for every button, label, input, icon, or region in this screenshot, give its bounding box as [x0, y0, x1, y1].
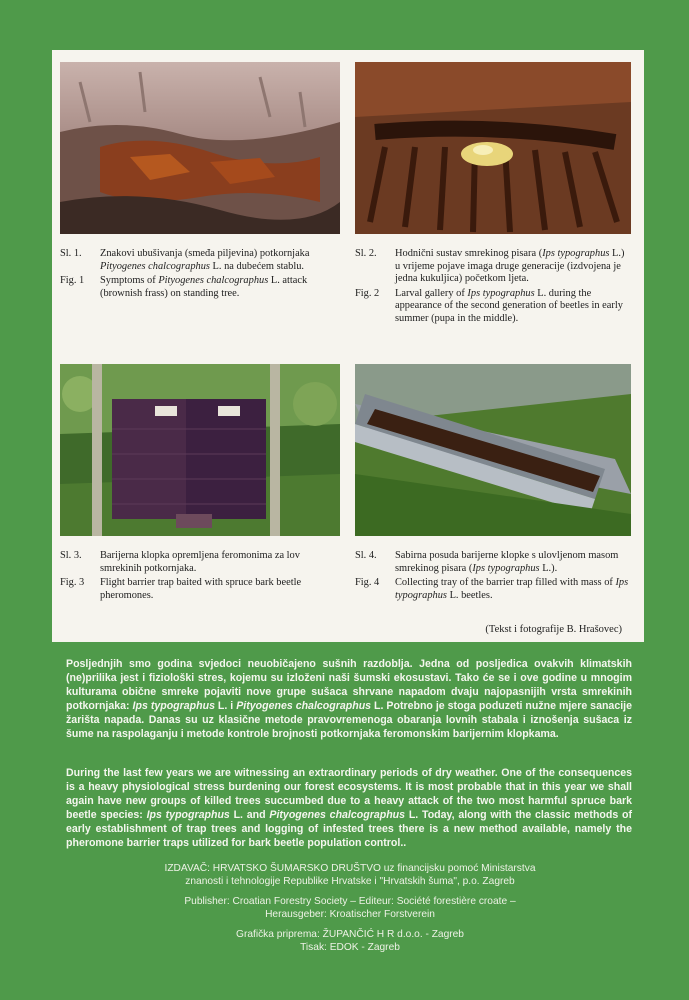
caption-label-en: Fig. 4	[355, 577, 380, 589]
caption-text-hr: Sabirna posuda barijerne klopke s ulovljenom masom smrekinog pisara (Ips typographus L.).	[395, 550, 619, 574]
caption-label-hr: Sl. 3.	[60, 550, 82, 561]
caption-label-en: Fig. 3	[60, 577, 85, 589]
caption-label-hr: Sl. 4.	[355, 550, 377, 561]
photo-collecting-tray	[355, 364, 631, 536]
publisher-hr-line-1: IZDAVAČ: HRVATSKO ŠUMARSKO DRUŠTVO uz financijsku pomoć Ministarstva	[164, 863, 536, 874]
publisher-info-multilingual	[60, 895, 640, 921]
caption-figure-4	[355, 550, 631, 604]
caption-text-en: Larval gallery of Ips typographus L. during the appearance of the second generation of beetles in early summer (pupa in the middle).	[395, 287, 623, 324]
caption-text-hr: Hodnični sustav smrekinog pisara (Ips typographus L.) u vrijeme pojave imaga druge generacije (izdvojena je jedna kukuljica) početkom ljeta.	[395, 248, 625, 285]
photo-credit: (Tekst i fotografije B. Hrašovec)	[485, 624, 622, 635]
caption-text-en: Symptoms of Pityogenes chalcographus L. attack (brownish frass) on standing tree.	[100, 275, 308, 299]
caption-label-hr: Sl. 1.	[60, 248, 82, 259]
body-paragraph-english: During the last few years we are witnessing an extraordinary periods of dry weather. One of the consequences is a heavy physiological stress burdening our forest ecosystems. It is most probable that in this year we shall again have new groups of killed trees succumbed due to a heavy attack of the two most harmful spruce bark beetle species: Ips typographus L. and Pityogenes chalcographus L. Today, along with the classic methods of early establishment of trap trees and logging of infested trees there is a new method available, namely the pheromone barrier traps utilized for bark beetle population control..	[66, 767, 633, 849]
photo-larval-gallery	[355, 62, 631, 234]
publisher-hr-line-2: znanosti i tehnologije Republike Hrvatske i "Hrvatskih šuma", p.o. Zagreb	[185, 876, 515, 887]
caption-label-en: Fig. 1	[60, 275, 85, 287]
caption-label-en: Fig. 2	[355, 287, 380, 299]
print-line: Tisak: EDOK - Zagreb	[300, 942, 400, 953]
print-info	[60, 928, 640, 954]
figure-panel	[52, 50, 644, 642]
caption-figure-2	[355, 248, 631, 328]
caption-text-en: Flight barrier trap baited with spruce bark beetle pheromones.	[100, 577, 302, 601]
body-paragraph-croatian: Posljednjih smo godina svjedoci neuobičajeno sušnih razdoblja. Jedna od posljedica ovakvih klimatskih (ne)prilika jest i fiziološki stres, kojemu su izloženi naši šumski ekosustavi. Tako će se i ove godine u mnogim kulturama obične smreke pojaviti nove grupe sušaca shrvane napadom dvaju najopasnijih vrsta smrekinih potkornjaka: Ips typographus L. i Pityogenes chalcographus L. Potrebno je stoga poduzeti nužne mjere sanacije žarišta napada. Danas su uz klasične metode pravovremenoga obaranja lovnih stabala i iznošenja sušaca iz šume na raspolaganju i metode kontrole brojnosti potkornjaka feromonskim barijernim klopkama.	[66, 658, 632, 740]
photo-bark-frass	[60, 62, 340, 234]
caption-label-hr: Sl. 2.	[355, 248, 377, 259]
caption-text-hr: Znakovi ubušivanja (smeđa piljevina) potkornjaka Pityogenes chalcographus L. na dubećem stablu.	[100, 248, 310, 272]
caption-text-en: Collecting tray of the barrier trap filled with mass of Ips typographus L. beetles.	[395, 577, 629, 601]
photo-barrier-trap	[60, 364, 340, 536]
publisher-en-line-2: Herausgeber: Kroatischer Forstverein	[265, 909, 435, 920]
publisher-info	[60, 862, 640, 888]
caption-figure-1	[60, 248, 338, 302]
caption-figure-3	[60, 550, 338, 604]
prepress-line: Grafička priprema: ŽUPANČIĆ H R d.o.o. - Zagreb	[236, 929, 464, 940]
caption-text-hr: Barijerna klopka opremljena feromonima za lov smrekinih potkornjaka.	[100, 550, 300, 574]
publisher-en-line-1: Publisher: Croatian Forestry Society – Editeur: Société forestière croate –	[184, 896, 516, 907]
